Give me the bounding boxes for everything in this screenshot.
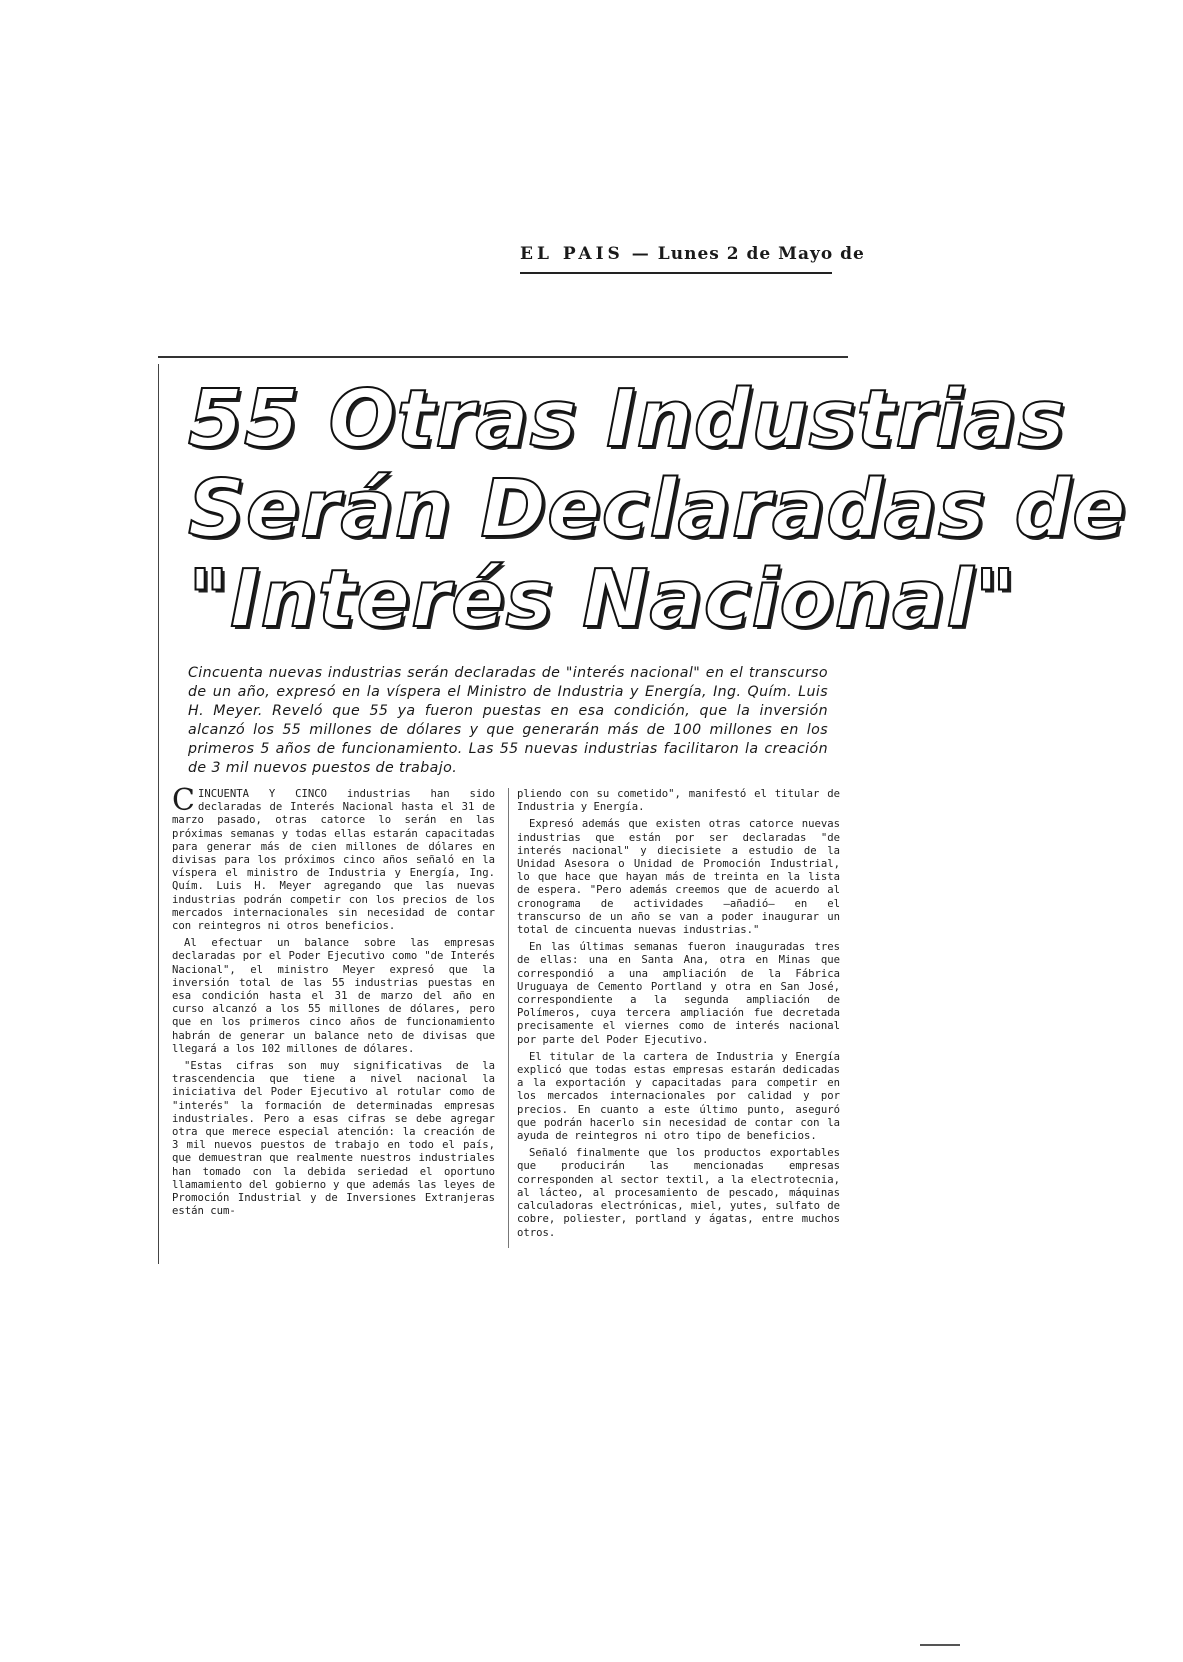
scan-corner-mark [920, 1644, 960, 1646]
article-column-left [172, 783, 495, 1223]
drop-cap: C [172, 783, 195, 818]
body-paragraph: Señaló finalmente que los productos exportables que producirán las mencionadas empresas corresponden al sector textil, a la electrotecnia, al lácteo, al procesamiento de pescado, máquinas calculadoras electrónicas, miel, yutes, sulfato de cobre, poliester, portland y ágatas, entre muchos otros. [517, 1147, 840, 1239]
body-paragraph: Expresó además que existen otras catorce nuevas industrias que están por ser declaradas "de interés nacional" y diecisiete a estudio de la Unidad Asesora o Unidad de Promoción Industrial, lo que hace que hayan más de treinta en la lista de espera. "Pero además creemos que de acuerdo al cronograma de actividades —añadió— en el transcurso de un año se van a poder inaugurar un total de cincuenta nuevas industrias." [517, 818, 840, 937]
clipping-left-rule [158, 364, 159, 1264]
body-paragraph: En las últimas semanas fueron inauguradas tres de ellas: una en Santa Ana, otra en Minas que correspondió a una ampliación de la Fábrica Uruguaya de Cemento Portland y otra en San José, correspondiente a la segunda ampliación de Polímeros, cuya tercera ampliación fue decretada precisamente el viernes como de interés nacional por parte del Poder Ejecutivo. [517, 941, 840, 1046]
newspaper-clipping [158, 356, 1127, 1268]
column-divider [508, 788, 509, 1248]
body-paragraph: pliendo con su cometido", manifestó el titular de Industria y Energía. [517, 788, 840, 814]
masthead [520, 244, 865, 274]
article-body [172, 783, 848, 1258]
article-lead: Cincuenta nuevas industrias serán declaradas de "interés nacional" en el transcurso de un año, expresó en la víspera el Ministro de Industria y Energía, Ing. Quím. Luis H. Meyer. Reveló que 55 ya fueron puestas en esa condición, que la inversión alcanzó los 55 millones de dólares y que generarán más de 100 millones en los primeros 5 años de funcionamiento. Las 55 nuevas industrias facilitaron la creación de 3 mil nuevos puestos de trabajo. [188, 665, 828, 776]
body-paragraph: Al efectuar un balance sobre las empresas declaradas por el Poder Ejecutivo como "de Interés Nacional", el ministro Meyer expresó que la inversión total de las 55 industrias puestas en esa condición hasta el 31 de marzo del año en curso alcanzó a los 55 millones de dólares, pero que en los primeros cinco años de funcionamiento habrán de generar un balance neto de divisas que llegará a los 102 millones de dólares. [172, 937, 495, 1055]
masthead-paper-name: EL PAIS [520, 244, 624, 264]
body-paragraph [172, 783, 495, 933]
article-column-right [517, 788, 840, 1244]
headline-line-2: Serán Declaradas de [188, 463, 1127, 555]
masthead-date: Lunes 2 de Mayo de [657, 244, 865, 264]
body-paragraph-text: INCUENTA Y CINCO industrias han sido declaradas de Interés Nacional hasta el 31 de marzo pasado, otras catorce lo serán en las próximas semanas y todas ellas estarán capacitadas para generar más de cien millones de dólares en divisas para los próximos cinco años señaló en la víspera el ministro de Industria y Energía, Ing. Quím. Luis H. Meyer agregando que las nuevas industrias podrán competir con los precios de los mercados internacionales sin necesidad de contar con reintegros ni otros beneficios. [172, 788, 495, 933]
headline-line-3: "Interés Nacional" [188, 553, 1017, 645]
masthead-separator: — [631, 244, 650, 264]
body-paragraph: "Estas cifras son muy significativas de la trascendencia que tiene a nivel nacional la iniciativa del Poder Ejecutivo al rotular como de "interés" la formación de determinadas empresas industriales. Pero a esas cifras se debe agregar otra que merece especial atención: la creación de 3 mil nuevos puestos de trabajo en todo el país, que demuestran que realmente nuestros industriales han tomado con la debida seriedad el oportuno llamamiento del gobierno y que además las leyes de Promoción Industrial y de Inversiones Extranjeras están cum- [172, 1060, 495, 1218]
clipping-top-rule [158, 356, 848, 358]
article-headline [188, 373, 1127, 645]
headline-line-1: 55 Otras Industrias [188, 373, 1066, 465]
body-paragraph: El titular de la cartera de Industria y Energía explicó que todas estas empresas estarán dedicadas a la exportación y capacitadas para competir en los mercados internacionales por calidad y por precios. En cuanto a este último punto, aseguró que podrán hacerlo sin necesidad de contar con la ayuda de reintegros ni otro tipo de beneficios. [517, 1050, 840, 1143]
